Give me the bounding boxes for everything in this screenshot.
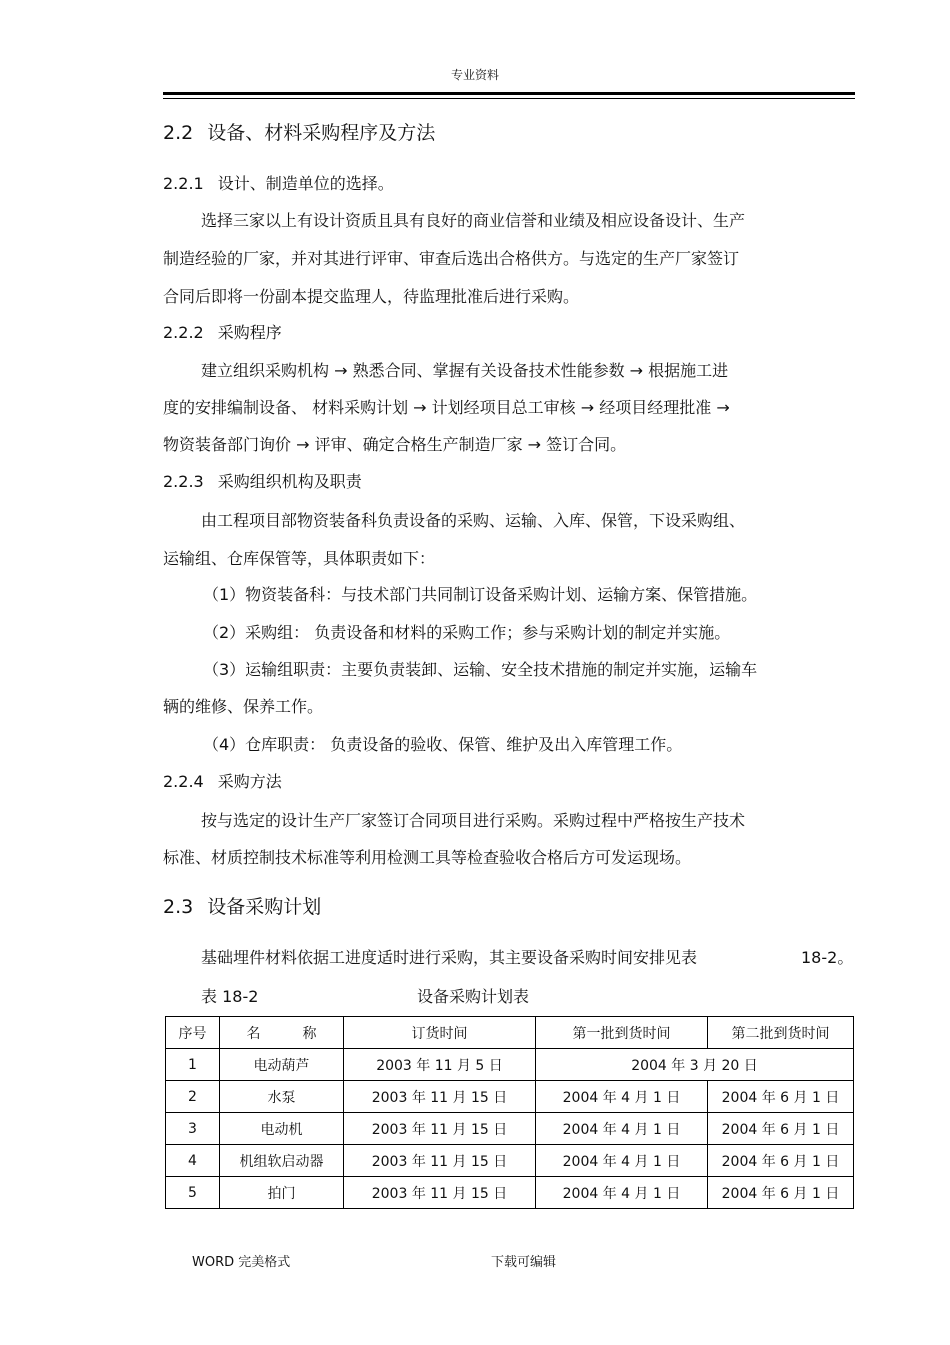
header-cell: 序号 <box>166 1017 220 1049</box>
duty-item: （1）物资装备科：与技术部门共同制订设备采购计划、运输方案、保管措施。 <box>203 585 758 604</box>
cell-name: 水泵 <box>220 1081 344 1113</box>
table-label: 表 18-2 <box>201 987 259 1006</box>
table-row <box>166 1081 854 1113</box>
section-2-2-heading <box>163 118 435 145</box>
subsection-title: 采购组织机构及职责 <box>217 472 362 491</box>
table-header-row <box>166 1017 854 1049</box>
duty-item: （4）仓库职责： 负责设备的验收、保管、维护及出入库管理工作。 <box>203 735 683 754</box>
section-intro: 基础埋件材料依据工进度适时进行采购，其主要设备采购时间安排见表 <box>201 948 698 967</box>
subsection-2-2-3-heading <box>163 469 362 492</box>
subsection-2-2-4-heading <box>163 769 282 792</box>
cell-arrival-merged: 2004 年 3 月 20 日 <box>536 1049 854 1081</box>
duty-item-continuation: 辆的维修、保养工作。 <box>163 697 324 716</box>
paragraph-line: 合同后即将一份副本提交监理人，待监理批准后进行采购。 <box>163 287 580 306</box>
cell-name: 电动葫芦 <box>220 1049 344 1081</box>
paragraph-line: 物资装备部门询价 → 评审、确定合格生产制造厂家 → 签订合同。 <box>163 435 627 454</box>
duty-item: （2）采购组： 负责设备和材料的采购工作；参与采购计划的制定并实施。 <box>203 623 731 642</box>
paragraph-line: 制造经验的厂家，并对其进行评审、审查后选出合格供方。与选定的生产厂家签订 <box>163 249 740 268</box>
table-row <box>166 1177 854 1209</box>
subsection-title: 设计、制造单位的选择。 <box>217 174 394 193</box>
subsection-number: 2.2.3 <box>163 472 204 491</box>
cell-order-date: 2003 年 11 月 5 日 <box>344 1049 536 1081</box>
cell-second-arrival: 2004 年 6 月 1 日 <box>708 1081 854 1113</box>
cell-no: 4 <box>166 1145 220 1177</box>
cell-no: 5 <box>166 1177 220 1209</box>
section-number: 2.2 <box>163 122 194 144</box>
paragraph-line: 选择三家以上有设计资质且具有良好的商业信誉和业绩及相应设备设计、生产 <box>201 211 746 230</box>
header-rule-thin <box>163 98 855 99</box>
table-row <box>166 1049 854 1081</box>
section-title: 设备、材料采购程序及方法 <box>207 122 436 144</box>
procurement-plan-table <box>165 1016 854 1209</box>
cell-name: 拍门 <box>220 1177 344 1209</box>
subsection-number: 2.2.4 <box>163 772 204 791</box>
cell-first-arrival: 2004 年 4 月 1 日 <box>536 1113 708 1145</box>
table-reference: 18-2。 <box>801 948 854 967</box>
subsection-2-2-2-heading <box>163 320 282 343</box>
paragraph-line: 度的安排编制设备、 材料采购计划 → 计划经项目总工审核 → 经项目经理批准 → <box>163 398 730 417</box>
cell-second-arrival: 2004 年 6 月 1 日 <box>708 1113 854 1145</box>
cell-name: 机组软启动器 <box>220 1145 344 1177</box>
cell-order-date: 2003 年 11 月 15 日 <box>344 1113 536 1145</box>
cell-second-arrival: 2004 年 6 月 1 日 <box>708 1177 854 1209</box>
paragraph-line: 运输组、仓库保管等，具体职责如下： <box>163 549 436 568</box>
paragraph-line: 建立组织采购机构 → 熟悉合同、掌握有关设备技术性能参数 → 根据施工进 <box>201 361 729 380</box>
footer-right: 下载可编辑 <box>491 1255 557 1270</box>
footer-left: WORD 完美格式 <box>192 1255 291 1270</box>
table-row <box>166 1113 854 1145</box>
section-number: 2.3 <box>163 896 194 918</box>
paragraph-line: 由工程项目部物资装备科负责设备的采购、运输、入库、保管，下设采购组、 <box>201 511 746 530</box>
cell-order-date: 2003 年 11 月 15 日 <box>344 1081 536 1113</box>
cell-first-arrival: 2004 年 4 月 1 日 <box>536 1177 708 1209</box>
paragraph-line: 按与选定的设计生产厂家签订合同项目进行采购。采购过程中严格按生产技术 <box>201 811 746 830</box>
subsection-number: 2.2.2 <box>163 323 204 342</box>
section-2-3-heading <box>163 892 321 919</box>
subsection-number: 2.2.1 <box>163 174 204 193</box>
cell-first-arrival: 2004 年 4 月 1 日 <box>536 1081 708 1113</box>
subsection-title: 采购方法 <box>217 772 282 791</box>
table-title: 设备采购计划表 <box>417 987 530 1006</box>
header-rule-thick <box>163 92 855 95</box>
table-row <box>166 1145 854 1177</box>
header-cell: 名 称 <box>220 1017 344 1049</box>
paragraph-line: 标准、材质控制技术标准等利用检测工具等检查验收合格后方可发运现场。 <box>163 848 692 867</box>
header-cell: 第二批到货时间 <box>708 1017 854 1049</box>
subsection-title: 采购程序 <box>217 323 282 342</box>
cell-second-arrival: 2004 年 6 月 1 日 <box>708 1145 854 1177</box>
page-header: 专业资料 <box>450 68 499 82</box>
header-cell: 第一批到货时间 <box>536 1017 708 1049</box>
cell-no: 2 <box>166 1081 220 1113</box>
cell-no: 1 <box>166 1049 220 1081</box>
duty-item: （3）运输组职责：主要负责装卸、运输、安全技术措施的制定并实施，运输车 <box>203 660 758 679</box>
section-title: 设备采购计划 <box>207 896 322 918</box>
subsection-2-2-1-heading <box>163 171 394 194</box>
header-cell: 订货时间 <box>344 1017 536 1049</box>
cell-order-date: 2003 年 11 月 15 日 <box>344 1177 536 1209</box>
cell-first-arrival: 2004 年 4 月 1 日 <box>536 1145 708 1177</box>
cell-no: 3 <box>166 1113 220 1145</box>
cell-name: 电动机 <box>220 1113 344 1145</box>
cell-order-date: 2003 年 11 月 15 日 <box>344 1145 536 1177</box>
